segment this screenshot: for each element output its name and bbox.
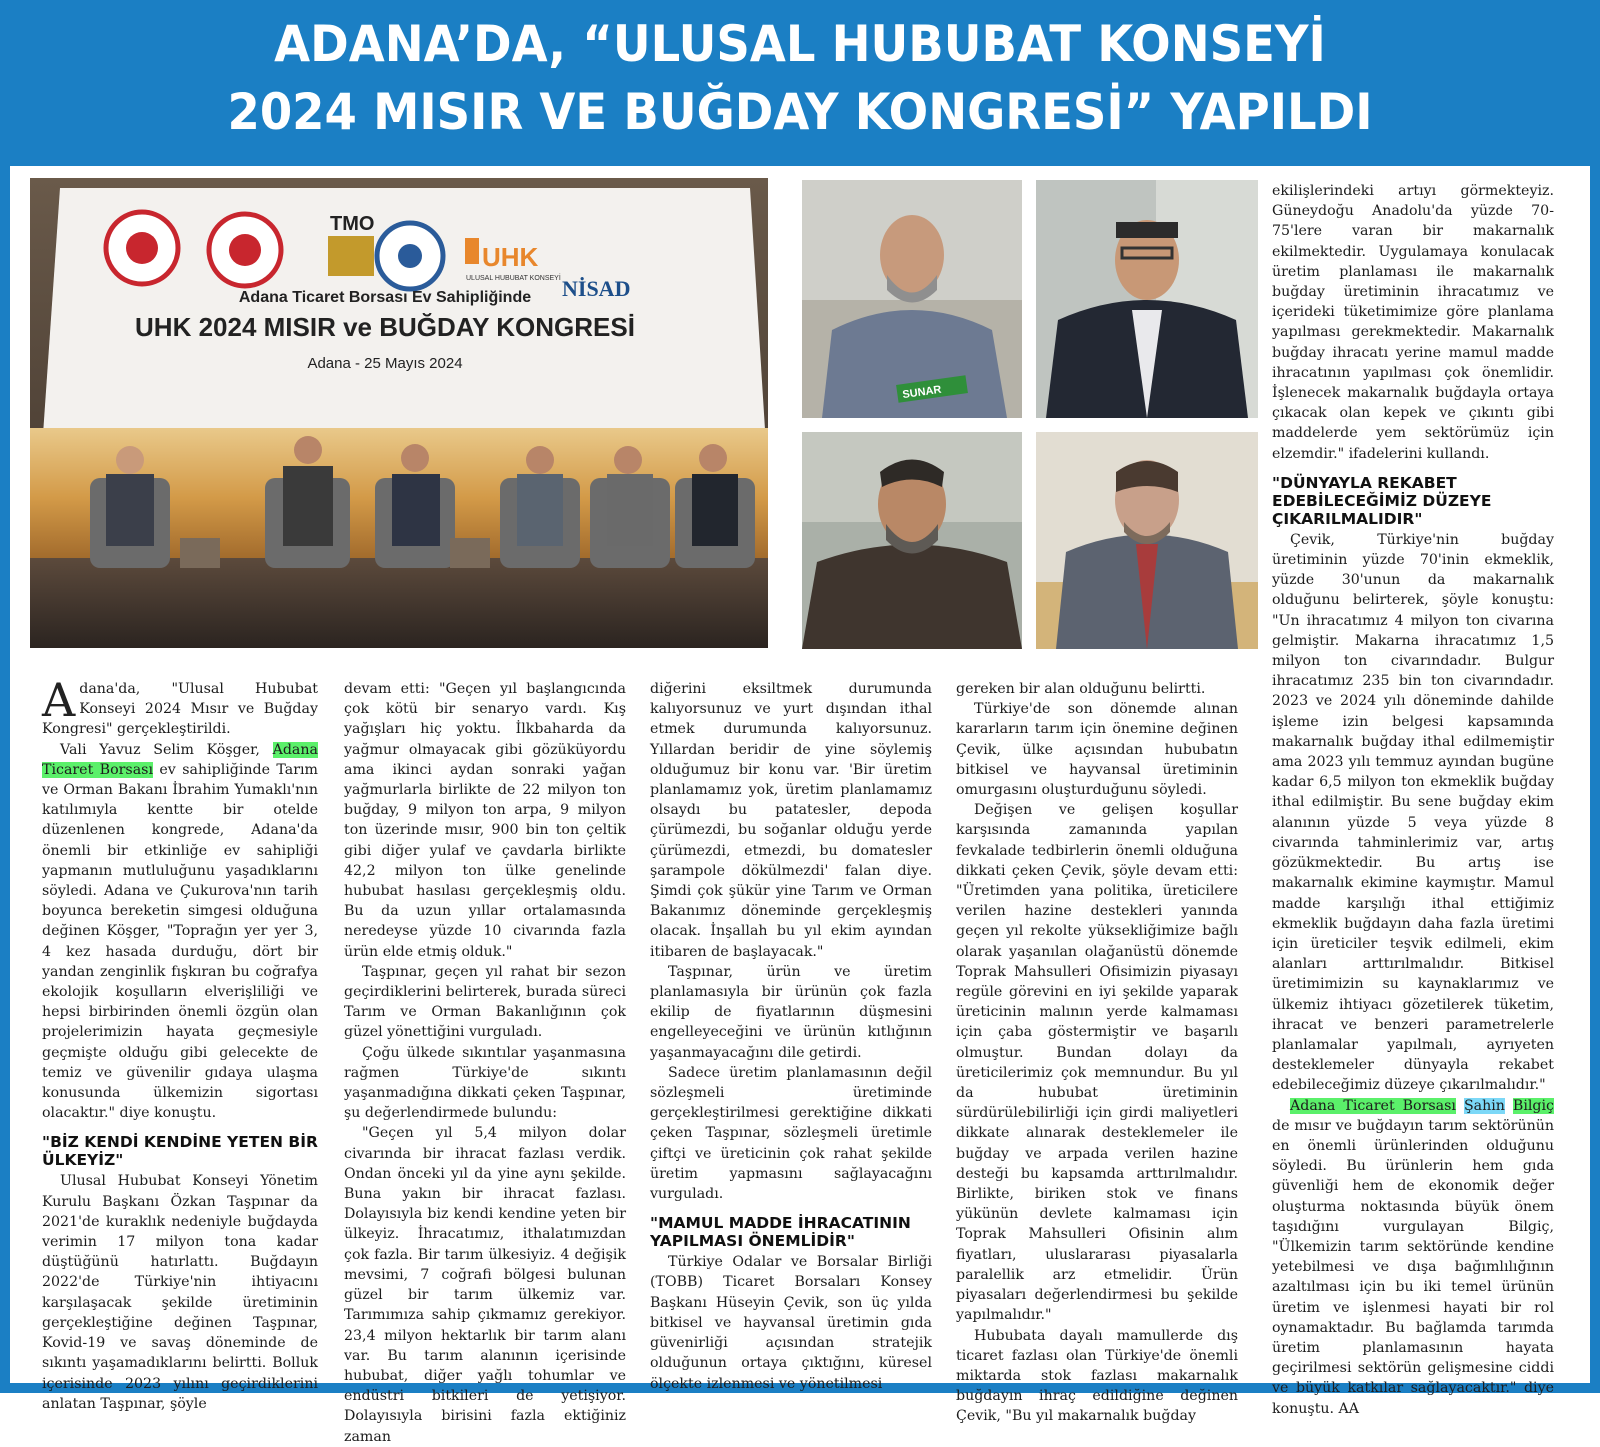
col3-paragraph-1: diğerini eksiltmek durumunda kalıyorsunuz ve yurt dışından ithal etmek durumunda kalıyorsunuz. Yıllardan beridir de yine söylemiş olduğumuz bir konu var. 'Bir üretim planlamamız yok, üretim planlamamız olsaydı bu patatesler, depoda çürümezdi, bu soğanlar olduğu yerde çürümezdi, etmezdi, bu domatesler şarampole dökülmezdi' falan diye. Şimdi çok şükür yine Tarım ve Orman Bakanımız döneminde gerçekleşmiş olacak. İnşallah bu yıl ekim ayından itibaren de başlayacak." bbox=[650, 681, 932, 960]
col3-paragraph-2: Taşpınar, ürün ve üretim planlamasıyla bir ürünün çok fazla ekilip de fiyatlarının düşmesini engelleyeceğini ve ürünün kıtlığının yaşanmayacağını dile getirdi. bbox=[650, 963, 932, 1061]
subheading-kendi-kendine: "BİZ KENDİ KENDİNE YETEN BİR ÜLKEYİZ" bbox=[42, 1133, 318, 1170]
col3-paragraph-4: Türkiye Odalar ve Borsalar Birliği (TOBB) Ticaret Borsaları Konsey Başkanı Hüseyin Çevik, son üç yılda bitkisel ve hayvansal üretimin gıda güvenirliği açısından stratejik olduğunun ortaya çıktığını, küresel ölçekte izlenmesi ve yönetilmesi bbox=[650, 1254, 932, 1392]
article-column-1 bbox=[42, 673, 318, 1414]
headline bbox=[65, 0, 1534, 146]
col4-paragraph-3: Değişen ve gelişen koşullar karşısında zamanında yapılan fevkalade tedbirlerin önemli olduğuna dikkati çeken Çevik, şöyle devam etti: "Üretimden yana politika, üreticilere verilen hazine destekleri yanında geçen yıl rekolte yüksekliğimize bağlı olarak yaşanılan olağanüstü dönemde Toprak Mahsulleri Ofisimizin piyasayı regüle görevini en iyi şekilde yaparak üreticinin malının yerde kalmaması için çaba göstermiştir ve başarılı olmuştur. Bundan dolayı da üreticilerimiz çok memnundur. Bu yıl da hububat üretiminin sürdürülebilirliği için girdi maliyetleri dikkate alınarak desteklemeler ile buğday ve arpada verilen hazine desteği bu kapsamda arttırılmalıdır. Birlikte, biriken stok ve finans yükünün devlete kalmaması için Toprak Mahsulleri Ofisinin alım fiyatları, uluslararası piyasalarla paralellik arz etmelidir. Ürün piyasaları değerlendirmesi bu şekilde yapılmalıdır." bbox=[956, 802, 1238, 1324]
uhk-logo-subtext: ULUSAL HUBUBAT KONSEYİ bbox=[466, 275, 561, 282]
article-column-2 bbox=[344, 679, 626, 1447]
headline-line-1: ADANA’DA, “ULUSAL HUBUBAT KONSEYİ bbox=[274, 15, 1326, 73]
event-title: UHK 2024 MISIR ve BUĞDAY KONGRESİ bbox=[135, 312, 635, 342]
drop-cap: A bbox=[42, 673, 76, 727]
col5-paragraph-3 bbox=[1272, 1096, 1554, 1419]
col4-paragraph-2: Türkiye'de son dönemde alınan kararların tarım için önemine değinen Çevik, ülke açısından hububatın bitkisel ve hayvansal üretiminin omurgasını oluşturduğunu söyledi. bbox=[956, 701, 1238, 799]
stage-illustration bbox=[30, 178, 768, 648]
highlight-adana-ticaret-borsasi: Adana Ticaret Borsası bbox=[42, 741, 318, 778]
subheading-dunyayla-rekabet: "DÜNYAYLA REKABET EDEBİLECEĞİMİZ DÜZEYE ÇIKARILMALIDIR" bbox=[1272, 473, 1492, 528]
col5-paragraph-2: Çevik, Türkiye'nin buğday üretiminin yüzde 70'inin ekmeklik, yüzde 30'unun da makarnalık olduğunu belirterek, şöyle konuştu: "Un ihracatımız 4 milyon ton civarına gelmiştir. Makarna ihracatımız 1,5 milyon ton civarındadır. Bulgur ihracatımız 235 bin ton civarındadır. 2023 ve 2024 yılı döneminde dahilde işleme izin belgesi kapsamında makarnalık buğday ithal edilmemiştir ama 2023 yılı temmuz ayından bugüne kadar 6,5 milyon ton ekmeklik buğday ithal edilmiştir. Bu sene buğday ekim alanının yüzde 5 veya yüzde 8 civarında tahminlerimiz var, artış gözükmektedir. Bu artış ise makarnalık ekimine kaymıştır. Mamul madde karşılığı ithal ettiğimiz ekmeklik buğdayın daha fazla üretimi için üreticiler teşvik edilmeli, ekim alanları arttırılmalıdır. Bitkisel üretimimizin su kaynaklarımız ve ülkemiz ihtiyacı gözetilerek tüketim, ihracat ve benzeri parametrelerle planlamalar yapılmalı, ayrıyeten desteklemeler dünyayla rekabet edebileceğimiz düzeye çıkarılmalıdır." bbox=[1272, 531, 1554, 1094]
speaker-portrait-3 bbox=[802, 432, 1022, 649]
col1-paragraph-1 bbox=[42, 673, 318, 740]
article-column-5 bbox=[1272, 181, 1554, 1419]
speaker-portrait-1 bbox=[802, 180, 1022, 418]
col5-p3-text: de mısır ve buğdayın tarım sektörünün en önemli ürünlerinden olduğunu söyledi. Bu ürünlerin hem gıda güvenliği hem de ekonomik değer oluşturma noktasında büyük önem taşıdığını vurgulayan Bilgiç, "Ülkemizin tarım sektöründe kendine yetebilmesi ve dışa bağımlılığının azaltılması için bu iki temel ürünün üretim ve işlenmesi hayati bir rol oynamaktadır. Bu bağlamda tarımda üretim planlamasının hayata geçirilmesi sektörün gelişmesine ciddi ve büyük katkılar sağlayacaktır." diye konuştu. AA bbox=[1272, 1117, 1554, 1417]
col2-paragraph-2: Taşpınar, geçen yıl rahat bir sezon geçirdiklerini belirterek, burada süreci Tarım ve Orman Bakanlığının çok güzel yönettiğini vurguladı. bbox=[344, 963, 626, 1041]
col2-paragraph-3: Çoğu ülkede sıkıntılar yaşanmasına rağmen Türkiye'de sıkıntı yaşanmadığına dikkati çeken Taşpınar, şu değerlendirmede bulundu: bbox=[344, 1044, 626, 1122]
col4-paragraph-4: Hububata dayalı mamullerde dış ticaret fazlası olan Türkiye'de önemli miktarda stok fazlası makarnalık buğdayın ihraç edildiğine değinen Çevik, "Bu yıl makarnalık buğday bbox=[956, 1327, 1238, 1425]
col1-paragraph-2 bbox=[42, 740, 318, 1124]
col1-p2-text-a: Vali Yavuz Selim Köşger, bbox=[60, 741, 273, 758]
col1-p1-text: dana'da, "Ulusal Hububat Konseyi 2024 Mısır ve Buğday Kongresi" gerçekleştirildi. bbox=[42, 681, 318, 738]
headline-banner bbox=[10, 0, 1590, 166]
highlight-sahin: Şahin bbox=[1463, 1097, 1505, 1114]
col2-paragraph-4: "Geçen yıl 5,4 milyon dolar civarında bir ihracat fazlası verdik. Ondan önceki yıl da yine aynı şekilde. Buna yakın bir ihracat fazlası. Dolayısıyla biz kendi kendine yeten bir ülkeyiz. İhracatımız, ithalatımızdan çok fazla. Bir tarım ülkesiyiz. 4 değişik mevsimi, 7 coğrafi bölgesi bulunan güzel bir tarım ülkemiz var. Tarımımıza sahip çıkmamız gerekiyor. 23,4 milyon hektarlık bir tarım alanı var. Bu tarım alanının içerisinde hububat, diğer yağlı tohumlar ve endüstri bitkileri de yetişiyor. Dolayısıyla birisini fazla ektiğiniz zaman bbox=[344, 1125, 626, 1445]
event-date: Adana - 25 Mayıs 2024 bbox=[307, 355, 463, 372]
headline-line-2: 2024 MISIR VE BUĞDAY KONGRESİ” YAPILDI bbox=[227, 83, 1373, 141]
subheading-mamul-madde: "MAMUL MADDE İHRACATININ YAPILMASI ÖNEMLİDİR" bbox=[650, 1214, 911, 1251]
col1-paragraph-3: Ulusal Hububat Konseyi Yönetim Kurulu Başkanı Özkan Taşpınar da 2021'de kuraklık nedeniyle buğdayda verimin 17 milyon tona kadar düştüğünü hatırlattı. Buğdayın 2022'de Türkiye'nin ihtiyacını karşılaşacak şekilde üretiminin gerçekleştiğine değinen Taşpınar, Kovid-19 ve savaş döneminde de sıkıntı yaşamadıklarını belirtti. Bolluk içerisinde 2023 yılını geçirdiklerini anlatan Taşpınar, şöyle bbox=[42, 1173, 318, 1412]
col4-paragraph-1: gereken bir alan olduğunu belirtti. bbox=[956, 681, 1206, 697]
speaker-portrait-4 bbox=[1036, 432, 1258, 649]
article-column-4 bbox=[956, 679, 1238, 1427]
congress-stage-photo bbox=[30, 178, 768, 648]
col1-p2-text-b: ev sahipliğinde Tarım ve Orman Bakanı İbrahim Yumaklı'nın katılımıyla kentte bir otelde düzenlenen kongrede, Adana'da önemli bir etkinliğe ev sahipliği yapmanın mutluluğunu yaşadıklarını söyledi. Adana ve Çukurova'nın tarih boyunca bereketin simgesi olduğuna değinen Köşger, "Toprağın yer yer 3, 4 kez hasada durduğu, dört bir yandan zenginlik fışkıran bu coğrafya ekolojik koşulların elverişliliği ve hepsi birbirinden önemli özgün olan projelerimizin hayata geçmesiyle geçmişte olduğu gibi gelecekte de temiz ve güvenilir gıdaya ulaşma konusunda ülkemizin sigortası olacaktır." diye konuştu. bbox=[42, 761, 318, 1122]
nisad-logo: NİSAD bbox=[562, 276, 631, 301]
article-column-3 bbox=[650, 679, 932, 1394]
mic-label: SUNAR bbox=[901, 383, 943, 402]
tmo-logo: TMO bbox=[330, 213, 375, 235]
highlight-adana-ticaret-borsasi-2: Adana Ticaret Borsası bbox=[1290, 1097, 1456, 1114]
speaker-portrait-2 bbox=[1036, 180, 1258, 418]
uhk-logo: UHK bbox=[482, 242, 539, 272]
highlight-bilgic: Bilgiç bbox=[1512, 1097, 1554, 1114]
col3-paragraph-3: Sadece üretim planlamasının değil sözleşmeli üretiminde gerçekleştirilmesi gerektiğine dikkati çeken Taşpınar, sözleşmeli üretimle çiftçi ve üreticinin çok rahat şekilde üretim yapmasını sağlayacağını vurguladı. bbox=[650, 1064, 932, 1203]
col5-paragraph-1: ekilişlerindeki artıyı görmekteyiz. Güneydoğu Anadolu'da yüzde 70-75'lere varan bir makarnalık ekilmektedir. Uygulamaya konulacak üretim planlaması ile makarnalık buğday üretiminin ihracatımız ve içerideki tüketimimize göre planlama yapılması gerekmektedir. Makarnalık buğday ihracatı yerine mamul madde ihracatının yapılması çok önemlidir. İşlenecek makarnalık buğdayla ortaya çıkacak olan kepek ve çıkıntı gibi maddelerde yem sektörümüz için elzemdir." ifadelerini kullandı. bbox=[1272, 183, 1554, 462]
organizer-line: Adana Ticaret Borsası Ev Sahipliğinde bbox=[238, 289, 532, 306]
col2-paragraph-1: devam etti: "Geçen yıl başlangıcında çok kötü bir senaryo vardı. Kış yağışları hiç yoktu. İlkbaharda da yağmur olmayacak gibi gözüküyordu ama ikinci aydan sonraki yağan yağmurlarla birlikte de 22 milyon ton buğday, 9 milyon ton arpa, 9 milyon ton üzerinde mısır, 900 bin ton çeltik gibi diğer yulaf ve çavdarla birlikte 42,2 milyon ton ülke genelinde hububat hasılası gerçekleşmiş oldu. Bu da uzun yıllar ortalamasında neredeyse yüzde 10 civarında fazla ürün elde etmiş olduk." bbox=[344, 681, 626, 960]
